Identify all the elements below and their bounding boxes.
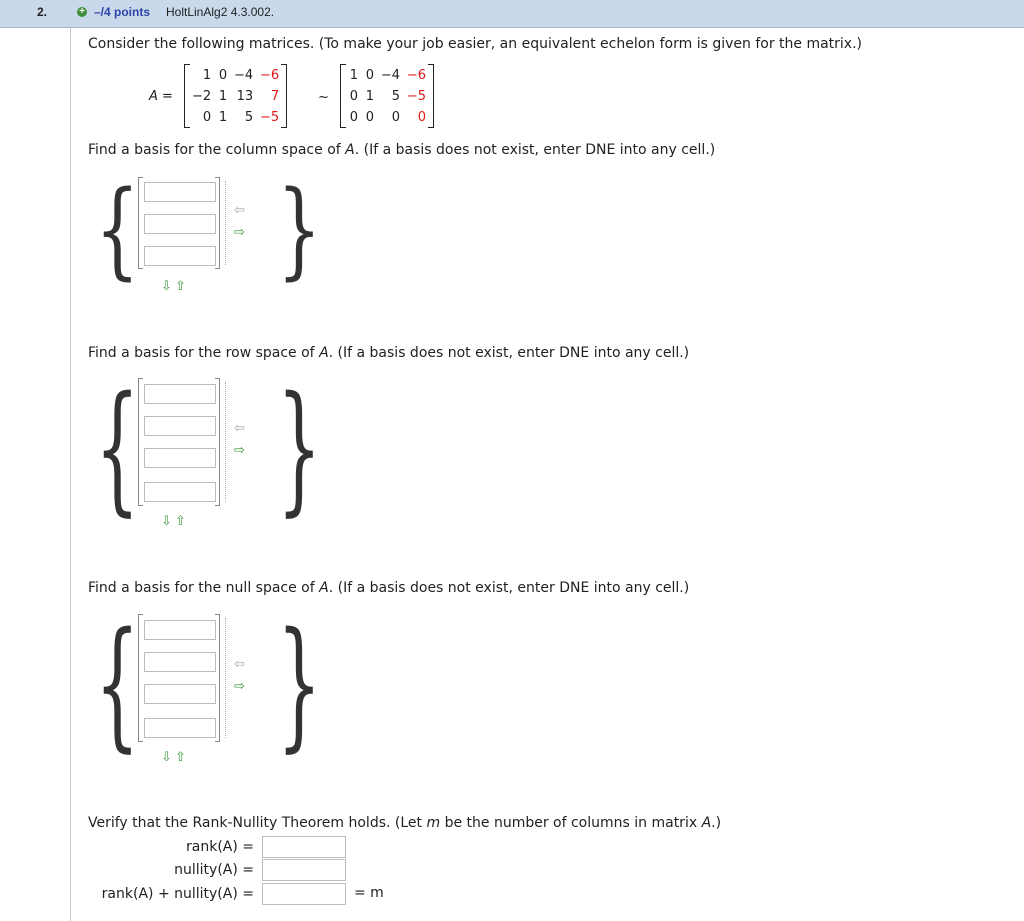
matrix-a-cell: 7 xyxy=(270,89,280,104)
remove-row-arrow-icon[interactable]: ⇧ xyxy=(175,514,186,529)
echelon-cell: 0 xyxy=(365,110,374,125)
null-space-cell-3[interactable] xyxy=(144,684,216,704)
remove-column-arrow-icon[interactable]: ⇦ xyxy=(234,421,245,436)
intro-text: Consider the following matrices. (To make your job easier, an equivalent echelon form is given for the matrix.) xyxy=(88,36,862,52)
null-space-cell-2[interactable] xyxy=(144,652,216,672)
matrix-a xyxy=(184,64,287,128)
echelon-cell: 5 xyxy=(391,89,400,104)
echelon-cell: 0 xyxy=(349,110,358,125)
column-space-vector xyxy=(138,177,220,269)
row-space-cell-2[interactable] xyxy=(144,416,216,436)
problem-id: HoltLinAlg2 4.3.002. xyxy=(166,5,275,19)
left-curly-brace: { xyxy=(95,366,140,530)
column-space-cell-2[interactable] xyxy=(144,214,216,234)
echelon-cell: 0 xyxy=(417,110,426,125)
points-label: –/4 points xyxy=(94,5,151,19)
rank-label: rank(A) = xyxy=(186,839,254,855)
column-space-basis-widget xyxy=(95,168,322,294)
remove-row-arrow-icon[interactable]: ⇧ xyxy=(175,750,186,765)
row-space-question: Find a basis for the row space of A. (If a basis does not exist, enter DNE into any cell.) xyxy=(88,345,690,361)
row-space-basis-widget xyxy=(95,366,322,530)
matrix-a-cell: −2 xyxy=(192,89,212,104)
echelon-cell: −6 xyxy=(406,68,426,83)
echelon-cell: 0 xyxy=(391,110,400,125)
add-column-arrow-icon[interactable]: ⇨ xyxy=(234,225,245,240)
echelon-cell: 0 xyxy=(365,68,374,83)
matrix-a-cell: −5 xyxy=(260,110,280,125)
matrix-a-cell: −4 xyxy=(234,68,254,83)
right-curly-brace: } xyxy=(277,366,322,530)
row-space-vector xyxy=(138,378,220,506)
row-space-cell-1[interactable] xyxy=(144,384,216,404)
matrix-a-cell: −6 xyxy=(260,68,280,83)
add-row-arrow-icon[interactable]: ⇩ xyxy=(161,279,172,294)
matrix-echelon xyxy=(340,64,434,128)
nullity-input[interactable] xyxy=(262,859,346,881)
echelon-cell: 1 xyxy=(349,68,358,83)
left-curly-brace: { xyxy=(95,168,140,291)
right-curly-brace: } xyxy=(277,168,322,291)
echelon-cell: −4 xyxy=(380,68,400,83)
right-curly-brace: } xyxy=(277,602,322,766)
matrix-a-cell: 5 xyxy=(244,110,254,125)
matrix-a-label: A = xyxy=(149,89,173,104)
add-column-arrow-icon[interactable]: ⇨ xyxy=(234,679,245,694)
matrix-a-cell: 1 xyxy=(218,110,228,125)
remove-row-arrow-icon[interactable]: ⇧ xyxy=(175,279,186,294)
remove-column-arrow-icon[interactable]: ⇦ xyxy=(234,657,245,672)
matrix-a-cell: 1 xyxy=(202,68,212,83)
row-space-cell-3[interactable] xyxy=(144,448,216,468)
matrix-a-cell: 13 xyxy=(236,89,254,104)
column-space-cell-3[interactable] xyxy=(144,246,216,266)
null-space-basis-widget xyxy=(95,602,322,766)
matrix-a-cell: 0 xyxy=(202,110,212,125)
left-divider xyxy=(70,28,71,921)
echelon-cell: 1 xyxy=(365,89,374,104)
equals-m-label: = m xyxy=(354,885,384,901)
equivalence-symbol: ~ xyxy=(318,90,329,105)
sum-input[interactable] xyxy=(262,883,346,905)
matrix-a-cell: 0 xyxy=(218,68,228,83)
rank-input[interactable] xyxy=(262,836,346,858)
echelon-cell: −5 xyxy=(406,89,426,104)
row-space-cell-4[interactable] xyxy=(144,482,216,502)
column-space-question: Find a basis for the column space of A. (If a basis does not exist, enter DNE into any cell.) xyxy=(88,142,716,158)
left-curly-brace: { xyxy=(95,602,140,766)
null-space-question: Find a basis for the null space of A. (If a basis does not exist, enter DNE into any cell.) xyxy=(88,580,690,596)
null-space-cell-4[interactable] xyxy=(144,718,216,738)
matrix-a-cell: 1 xyxy=(218,89,228,104)
column-separator xyxy=(225,618,227,738)
null-space-vector xyxy=(138,614,220,742)
column-separator xyxy=(225,181,227,265)
question-number: 2. xyxy=(37,5,48,19)
sum-label: rank(A) + nullity(A) = xyxy=(101,886,254,902)
null-space-cell-1[interactable] xyxy=(144,620,216,640)
add-column-arrow-icon[interactable]: ⇨ xyxy=(234,443,245,458)
column-separator xyxy=(225,382,227,502)
nullity-label: nullity(A) = xyxy=(174,862,254,878)
plus-circle-icon[interactable]: + xyxy=(77,7,87,17)
rank-nullity-question: Verify that the Rank-Nullity Theorem holds. (Let m be the number of columns in matrix A.) xyxy=(88,815,722,831)
remove-column-arrow-icon[interactable]: ⇦ xyxy=(234,203,245,218)
add-row-arrow-icon[interactable]: ⇩ xyxy=(161,750,172,765)
echelon-cell: 0 xyxy=(349,89,358,104)
add-row-arrow-icon[interactable]: ⇩ xyxy=(161,514,172,529)
question-header xyxy=(0,0,1024,28)
column-space-cell-1[interactable] xyxy=(144,182,216,202)
